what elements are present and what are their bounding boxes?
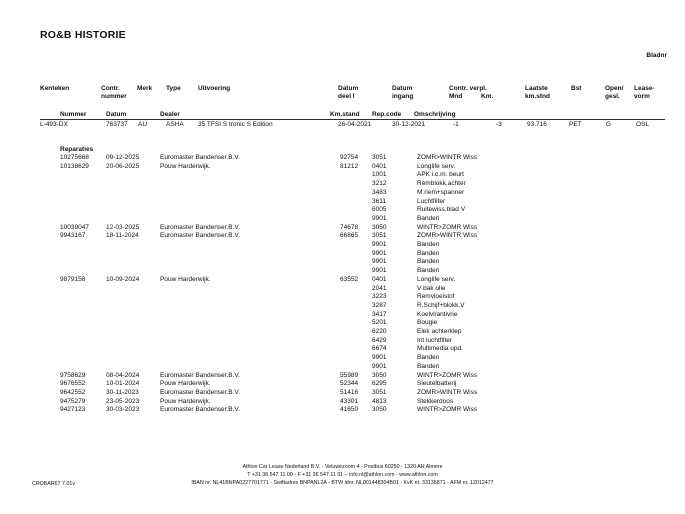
repair-omschrijving: Banden (417, 241, 440, 248)
repair-omschrijving: V bak olie (417, 284, 446, 292)
footer-address: Athlon Car Lease Nederland B.V. - Veluwezoom 4 - Postbus 60250 - 1320 AH Almere (242, 464, 443, 470)
contract-uitvoering: 35 TFSI S tronic S Edition (198, 121, 273, 128)
col-repcode: Rep.code (372, 111, 402, 118)
repair-datum: 09-12-2025 (106, 154, 140, 161)
repair-omschrijving: Longlife serv. (417, 162, 456, 170)
repair-omschrijving: Banden (417, 354, 440, 362)
contract-datum-ingang: 30-12-2021 (392, 121, 426, 128)
repair-dealer: Euromaster Bandenser.B.V. (160, 154, 240, 161)
repair-kmstand: 55989 (340, 371, 359, 379)
repair-kmstand: 43301 (340, 397, 359, 405)
col-km: Km. (481, 93, 494, 100)
repair-omschrijving: Ruitewiss.blad V (417, 206, 466, 214)
repair-datum: 10-09-2024 (106, 275, 140, 283)
repair-code: 9901 (372, 354, 387, 362)
repair-kmstand: 92754 (340, 154, 359, 161)
col-laatste-km: Laatste km.stnd (525, 85, 550, 100)
repair-dealer: Pouw Harderwijk. (160, 380, 211, 388)
repair-code: 6005 (372, 206, 387, 214)
repair-kmstand: 66865 (340, 232, 359, 240)
repair-omschrijving: Longlife serv. (417, 275, 456, 283)
repair-dealer: Pouw Harderwijk. (160, 162, 211, 170)
repair-code: 6220 (372, 328, 387, 335)
repair-code: 0401 (372, 275, 387, 283)
contract-lease-vorm: OSL (636, 121, 650, 128)
repair-omschrijving: R.Schijf+blokk.V (417, 301, 465, 309)
contract-mnd: -1 (453, 121, 459, 128)
repair-dealer: Euromaster Bandenser.B.V. (160, 406, 240, 414)
col-datum-ingang: Datum ingang (392, 85, 414, 100)
repair-datum: 20-06-2025 (106, 162, 140, 170)
repair-kmstand: 63552 (340, 275, 359, 283)
repair-omschrijving: Banden (417, 267, 440, 275)
repair-kmstand: 52344 (340, 380, 359, 388)
repair-code: 1001 (372, 171, 387, 179)
col-contr-nummer: Contr. nummer (101, 85, 127, 100)
col-open-gesl: Open/ gesl. (605, 85, 624, 100)
repair-code: 3212 (372, 180, 387, 188)
repair-nummer: 9943167 (60, 232, 86, 240)
repair-code: 3611 (372, 197, 386, 205)
repair-code: 9901 (372, 362, 387, 370)
repair-code: 3050 (372, 223, 387, 231)
repair-code: 9901 (372, 214, 387, 222)
repair-code: 3051 (372, 232, 387, 240)
contract-merk: AU (138, 121, 148, 128)
form-code: CROBAR67 7.01v (32, 481, 75, 487)
repair-dealer: Pouw Harderwijk. (160, 397, 211, 405)
repair-datum: 10-01-2024 (106, 380, 140, 388)
repair-omschrijving: Sleutelbatterij (417, 380, 457, 388)
repair-dealer: Euromaster Bandenser.B.V. (160, 388, 240, 396)
repair-omschrijving: ZOMR>WINTR Wiss (417, 232, 478, 240)
contract-kenteken: L-493-DX (40, 121, 68, 128)
repair-omschrijving: Stekkerdoos (417, 397, 454, 405)
header-divider (40, 119, 665, 120)
repair-nummer: 10138629 (60, 162, 89, 170)
repair-omschrijving: WINTR>ZOMR Wiss (417, 406, 478, 414)
repair-omschrijving: Banden (417, 258, 440, 266)
footer-legal: IBAN nr. NL41BNPA0227701771 - Swiftadres BNPANL2A - BTW idnr. NL001448304B01 - KvK nr. 33136871 - AFM nr. 12012477 (191, 480, 494, 486)
repair-nummer: 9676552 (60, 380, 86, 388)
footer-contact: T +31 36 547 11 00 - F +31 36 547 11 01 – info.nl@athlon.com - www.athlon.com (247, 472, 438, 478)
repair-code: 3287 (372, 301, 387, 309)
repair-omschrijving: ZOMR>WINTR Wiss (417, 154, 478, 161)
col-dealer: Dealer (160, 111, 180, 118)
repair-code: 6429 (372, 336, 387, 344)
repair-code: 3051 (372, 154, 387, 161)
repair-dealer: Euromaster Bandenser.B.V. (160, 223, 240, 231)
repair-datum: 08-04-2024 (106, 371, 140, 379)
repair-omschrijving: WINTR>ZOMR Wiss (417, 371, 478, 379)
repair-dealer: Pouw Harderwijk. (160, 275, 211, 283)
repair-code: 9901 (372, 267, 387, 275)
col-uitvoering: Uitvoering (198, 85, 231, 92)
repair-code: 0401 (372, 162, 387, 170)
repair-code: 3051 (372, 388, 387, 396)
repair-omschrijving: M.riem+spanner (417, 188, 465, 196)
repair-kmstand: 41650 (340, 406, 359, 414)
col-kenteken: Kenteken (40, 85, 70, 92)
contract-open-gesl: G (606, 121, 612, 128)
col-bst: Bst (571, 85, 582, 92)
section-label-reparaties: Reparaties (60, 146, 94, 153)
repair-datum: 12-03-2025 (106, 223, 140, 231)
repair-code: 3050 (372, 371, 387, 379)
col-kmstand: Km.stand (330, 111, 360, 118)
repair-omschrijving: Koelvl/antivrie (417, 310, 458, 318)
col-nummer: Nummer (60, 111, 87, 118)
repair-kmstand: 74678 (340, 223, 359, 231)
repair-omschrijving: WINTR>ZOMR Wiss (417, 223, 478, 231)
contract-type: ASHA (166, 121, 184, 128)
repair-datum: 30-11-2023 (106, 388, 139, 396)
repair-omschrijving: Banden (417, 249, 440, 257)
repair-nummer: 9475279 (60, 397, 86, 405)
contract-nummer: 763737 (106, 121, 128, 128)
col-contr-verpl: Contr. verpl. (449, 85, 487, 92)
repair-code: 9901 (372, 258, 387, 266)
repair-kmstand: 51416 (340, 388, 359, 396)
col-mnd: Mnd (449, 93, 463, 100)
repair-omschrijving: Banden (417, 362, 440, 370)
repair-dealer: Euromaster Bandenser.B.V. (160, 232, 240, 240)
repair-omschrijving: Elek achterklep (417, 328, 462, 335)
repair-nummer: 9879158 (60, 275, 86, 283)
repair-code: 2041 (372, 284, 387, 292)
repair-datum: 18-11-2024 (106, 232, 139, 240)
repair-kmstand: 81212 (340, 162, 359, 170)
repair-nummer: 9427123 (60, 406, 86, 414)
repair-code: 5201 (372, 319, 387, 327)
contract-km: -3 (496, 121, 502, 128)
repair-omschrijving: Remblokk.achter (417, 180, 466, 188)
repair-nummer: 9642552 (60, 388, 86, 396)
repair-datum: 30-03-2023 (106, 406, 140, 414)
repair-code: 3223 (372, 293, 387, 301)
col-merk: Merk (137, 85, 153, 92)
col-omschrijving: Omschrijving (414, 111, 456, 118)
page-number-label: Bladnr (646, 52, 667, 59)
repair-code: 9901 (372, 241, 387, 248)
repair-code: 3050 (372, 406, 387, 414)
repair-nummer: 10275668 (60, 154, 89, 161)
repair-omschrijving: ZOMR>WINTR Wiss (417, 388, 478, 396)
repair-omschrijving: Multimedia upd. (417, 345, 463, 353)
col-lease-vorm: Lease- vorm (634, 85, 655, 100)
contract-bst: PET (569, 121, 582, 128)
contract-laatste-km: 93.716 (527, 121, 547, 128)
repair-omschrijving: APK i.c.m. beurt (417, 171, 464, 179)
repair-code: 4813 (372, 397, 387, 405)
col-datum-deel1: Datum deel I (338, 85, 359, 100)
repair-omschrijving: Int luchtfilter (417, 336, 453, 344)
col-datum: Datum (106, 111, 127, 118)
col-type: Type (166, 85, 181, 92)
repair-omschrijving: Banden (417, 214, 440, 222)
repair-nummer: 10039047 (60, 223, 89, 231)
repair-nummer: 9758629 (60, 371, 86, 379)
repair-omschrijving: Bougie (417, 319, 438, 327)
repair-dealer: Euromaster Bandenser.B.V. (160, 371, 240, 379)
repair-code: 6295 (372, 380, 387, 388)
repair-omschrijving: Remvloeistof (417, 293, 455, 301)
contract-datum-deel1: 26-04-2021 (338, 121, 372, 128)
repair-code: 6674 (372, 345, 387, 353)
report-title: RO&B HISTORIE (40, 29, 126, 41)
repair-omschrijving: Luchtfilter (417, 197, 446, 205)
repair-datum: 23-05-2023 (106, 397, 140, 405)
repair-code: 9901 (372, 249, 387, 257)
repair-code: 3483 (372, 188, 387, 196)
repair-code: 3417 (372, 310, 387, 318)
